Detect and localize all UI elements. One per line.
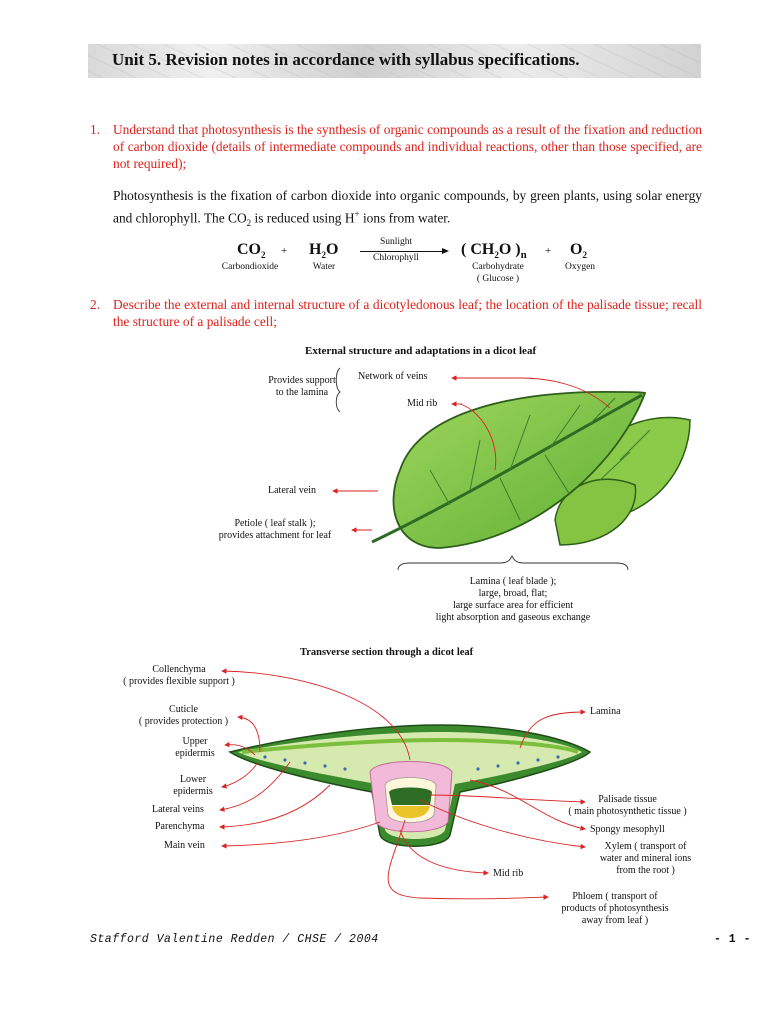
ch2o-label: Carbohydrate	[472, 262, 524, 272]
h2o-formula: $H_2O$	[309, 241, 339, 261]
arrow-top-label: Sunlight	[380, 237, 413, 247]
explanation-text-3: ions from water.	[359, 210, 451, 226]
lamina-line-2: large, broad, flat;	[478, 588, 548, 599]
support-line-1: Provides support	[268, 375, 336, 386]
cuticle-line-2: ( provides protection )	[138, 716, 229, 727]
support-line-2: to the lamina	[275, 387, 329, 398]
midrib-section-label: Mid rib	[493, 868, 524, 879]
phloem-line-1: Phloem ( transport of	[572, 891, 658, 902]
external-leaf-illustration	[372, 392, 690, 548]
spongy-mesophyll-label: Spongy mesophyll	[590, 824, 665, 835]
plus-sign: +	[545, 245, 552, 257]
cuticle-label	[126, 704, 241, 728]
xylem-label	[588, 841, 703, 877]
lower-line-1: Lower	[179, 774, 207, 785]
objective-number: 1.	[90, 122, 101, 137]
collenchyma-line-1: Collenchyma	[152, 664, 206, 675]
lamina-section-label: Lamina	[590, 706, 621, 717]
xylem-line-3: from the root )	[616, 865, 675, 876]
lower-epidermis-label	[168, 774, 218, 798]
cuticle-line-1: Cuticle	[169, 704, 198, 715]
co2-formula: $CO_2$	[237, 241, 266, 261]
xylem-line-2: water and mineral ions	[599, 853, 692, 864]
lamina-line-1: Lamina ( leaf blade );	[469, 576, 557, 587]
page-number: - 1 -	[714, 933, 752, 946]
lamina-line-3: large surface area for efficient	[452, 600, 574, 611]
external-diagram-title: External structure and adaptations in a dicot leaf	[305, 345, 537, 357]
network-of-veins-label: Network of veins	[358, 371, 428, 382]
footer-author: Stafford Valentine Redden / CHSE / 2004	[90, 933, 379, 946]
glucose-label: ( Glucose )	[476, 274, 520, 284]
petiole-line-1: Petiole ( leaf stalk );	[234, 518, 316, 529]
xylem-line-1: Xylem ( transport of	[604, 841, 687, 852]
objective-number: 2.	[90, 297, 101, 312]
o2-formula: $O_2$	[570, 241, 587, 261]
midrib-label: Mid rib	[407, 398, 438, 409]
plus-sign: +	[281, 245, 288, 257]
parenchyma-label: Parenchyma	[155, 821, 205, 832]
section-diagram-title: Transverse section through a dicot leaf	[300, 647, 474, 658]
collenchyma-label	[110, 664, 248, 688]
lateral-vein-label: Lateral vein	[268, 485, 317, 496]
lower-line-2: epidermis	[173, 786, 213, 797]
upper-line-1: Upper	[182, 736, 208, 747]
co2-label: Carbondioxide	[221, 262, 279, 272]
petiole-label	[200, 518, 350, 542]
palisade-label	[555, 794, 700, 818]
support-label	[257, 375, 347, 399]
petiole-line-2: provides attachment for leaf	[218, 530, 332, 541]
lamina-line-4: light absorption and gaseous exchange	[435, 612, 591, 623]
arrow-bottom-label: Chlorophyll	[373, 253, 419, 263]
palisade-line-2: ( main photosynthetic tissue )	[568, 806, 687, 817]
main-vein-label: Main vein	[164, 840, 205, 851]
upper-epidermis-label	[170, 736, 220, 760]
explanation-text-1: Photosynthesis is the fixation of carbon dioxide into organic compounds, by green plants, using solar energy and chlorophyll. The CO	[113, 188, 702, 226]
objective-text: Understand that photosynthesis is the synthesis of organic compounds as a result of the fixation and reduction of carbon dioxide (details of intermediate compounds and individual reactions, other than those specified, are not required);	[113, 122, 702, 171]
ch2o-formula: ( $CH_2O$ )$_n$	[461, 241, 527, 262]
transverse-section-illustration	[230, 725, 590, 846]
explanation-sub: 2	[246, 218, 252, 229]
objective-text: Describe the external and internal structure of a dicotyledonous leaf; the location of the palisade tissue; recall the structure of a palisade cell;	[113, 297, 702, 329]
phloem-line-3: away from leaf )	[581, 915, 649, 926]
palisade-line-1: Palisade tissue	[598, 794, 657, 805]
upper-line-2: epidermis	[175, 748, 215, 759]
phloem-label	[550, 891, 680, 927]
lateral-veins-label: Lateral veins	[152, 804, 204, 815]
lamina-label	[418, 576, 608, 624]
o2-label: Oxygen	[564, 262, 596, 272]
phloem-line-2: products of photosynthesis	[561, 903, 669, 914]
collenchyma-line-2: ( provides flexible support )	[123, 676, 235, 687]
explanation-sup: +	[354, 209, 360, 219]
unit-title: Unit 5. Revision notes in accordance with syllabus specifications.	[112, 50, 580, 69]
h2o-label: Water	[312, 262, 336, 272]
explanation-text-2: is reduced using H	[251, 210, 355, 226]
